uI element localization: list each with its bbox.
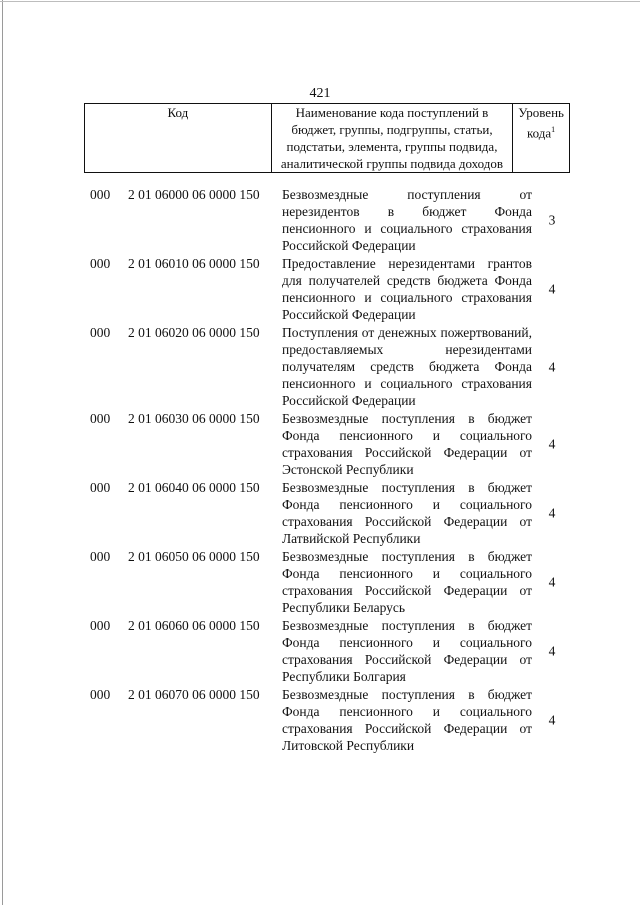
table-row: [84, 324, 570, 409]
admin-code: 000: [90, 411, 111, 426]
table-row: [84, 617, 570, 685]
page-number: 421: [309, 86, 331, 101]
scan-edge-top: [0, 1, 640, 2]
admin-code: 000: [90, 256, 111, 271]
table-row: [84, 255, 570, 323]
table-row: [84, 686, 570, 754]
scan-edge-left: [2, 0, 3, 905]
header-level: [513, 104, 570, 173]
admin-code: 000: [90, 618, 111, 633]
income-code: 2 01 06010 06 0000 150: [128, 256, 260, 271]
table-row: [84, 410, 570, 478]
code-level: 4: [548, 359, 556, 374]
code-level: 4: [548, 436, 556, 452]
admin-code: 000: [90, 187, 111, 202]
code-level: 4: [548, 574, 556, 590]
income-name: Безвозмездные поступления в бюджет Фонда пенсионного и социального страхования Российской Федерации от Республики Болгария: [282, 618, 532, 684]
table-row: [84, 548, 570, 616]
income-code: 2 01 06070 06 0000 150: [128, 687, 260, 702]
header-level-label: Уровень кода: [518, 105, 564, 141]
code-level: 4: [548, 643, 556, 659]
header-code: Код: [85, 104, 272, 173]
code-level: 4: [548, 712, 556, 728]
header-name: Наименование кода поступлений в бюджет, группы, подгруппы, статьи, подстатьи, элемента, группы подвида, аналитической группы подвида доходов: [271, 104, 512, 173]
income-name: Предоставление нерезидентами грантов для получателей средств бюджета Фонда пенсионного и социального страхования Российской Федерации: [282, 256, 532, 322]
income-name: Безвозмездные поступления в бюджет Фонда пенсионного и социального страхования Российской Федерации от Эстонской Республики: [282, 411, 532, 477]
code-level: 4: [548, 505, 556, 521]
income-name: Поступления от денежных пожертвований, предоставляемых нерезидентами получателям средств бюджета Фонда пенсионного и социального страхования Российской Федерации: [282, 325, 532, 408]
code-level: 4: [548, 281, 556, 297]
table-body: [84, 186, 570, 754]
income-code: 2 01 06000 06 0000 150: [128, 187, 260, 202]
table-row: [84, 186, 570, 254]
income-name: Безвозмездные поступления в бюджет Фонда пенсионного и социального страхования Российской Федерации от Республики Беларусь: [282, 549, 532, 615]
header-level-footnote: 1: [551, 125, 556, 134]
income-code: 2 01 06030 06 0000 150: [128, 411, 260, 426]
income-code: 2 01 06020 06 0000 150: [128, 325, 260, 340]
admin-code: 000: [90, 687, 111, 702]
admin-code: 000: [90, 325, 111, 340]
income-code: 2 01 06040 06 0000 150: [128, 480, 260, 495]
income-name: Безвозмездные поступления в бюджет Фонда пенсионного и социального страхования Российской Федерации от Литовской Республики: [282, 687, 532, 753]
income-code: 2 01 06050 06 0000 150: [128, 549, 260, 564]
code-level: 3: [548, 212, 556, 228]
income-code: 2 01 06060 06 0000 150: [128, 618, 260, 633]
income-name: Безвозмездные поступления в бюджет Фонда пенсионного и социального страхования Российской Федерации от Латвийской Республики: [282, 480, 532, 546]
table-row: [84, 479, 570, 547]
admin-code: 000: [90, 549, 111, 564]
admin-code: 000: [90, 480, 111, 495]
table-header: [84, 103, 570, 173]
income-name: Безвозмездные поступления от нерезидентов в бюджет Фонда пенсионного и социального страхования Российской Федерации: [282, 187, 532, 253]
